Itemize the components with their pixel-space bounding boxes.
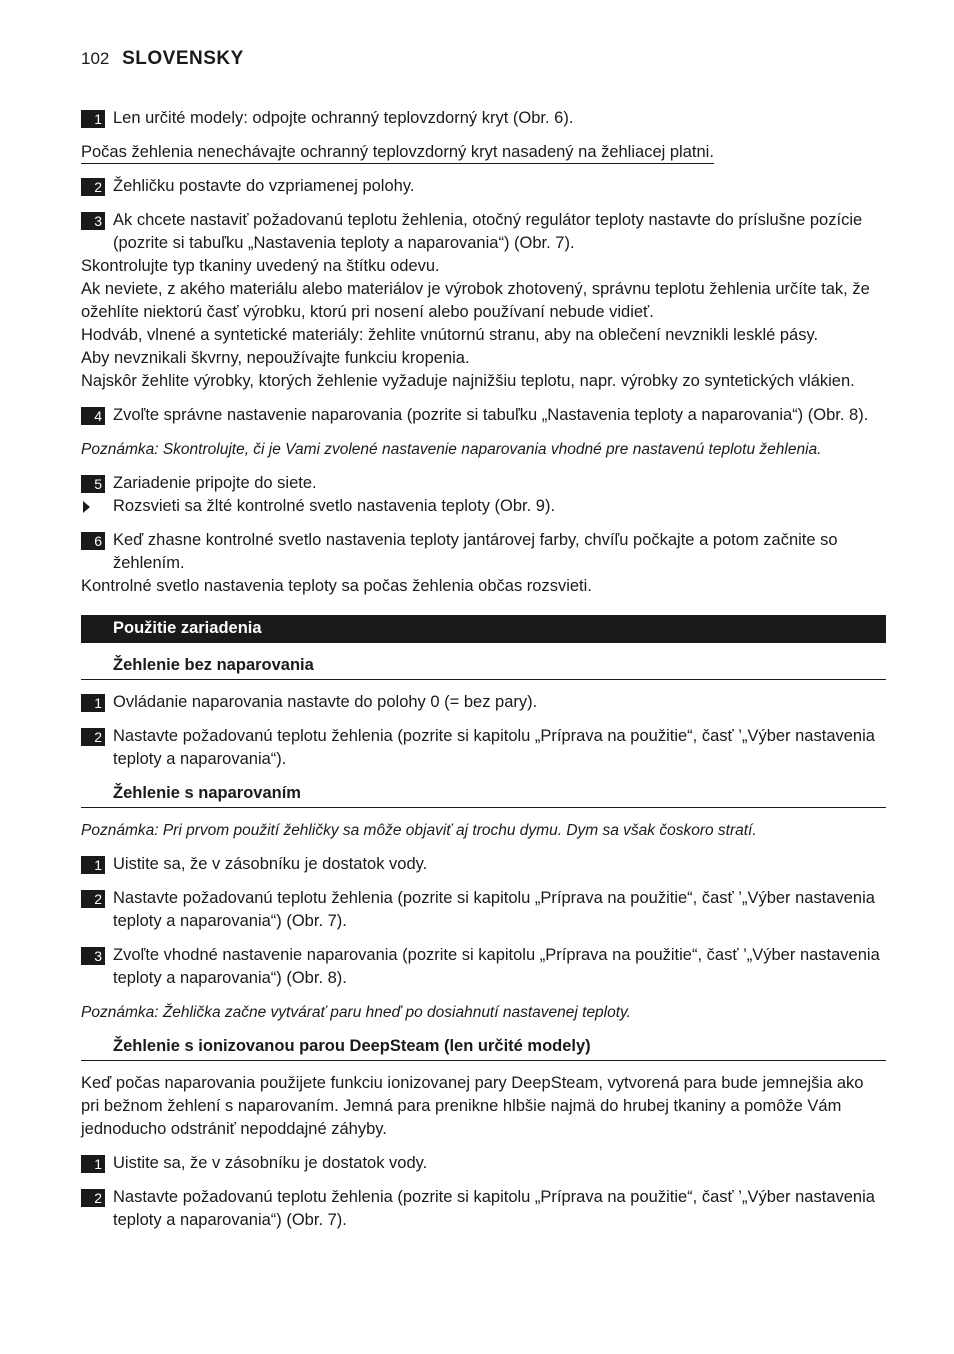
step-text: Nastavte požadovanú teplotu žehlenia (pozrite si kapitolu „Príprava na použitie“, časť ’„Výber nastavenia teploty a naparovania“). — [113, 727, 875, 768]
step — [81, 887, 886, 933]
step — [81, 209, 886, 255]
step-number: 2 — [81, 1189, 105, 1207]
step-text: Zariadenie pripojte do siete. — [113, 474, 317, 492]
step — [81, 691, 886, 714]
paragraph: Keď počas naparovania použijete funkciu ionizovanej pary DeepSteam, vytvorená para bude jemnejšia ako pri bežnom žehlení s naparovaním. Jemná para prenikne hlbšie najmä do hrubej tkaniny a pomôže Vám jednoducho odstrániť nepoddajné záhyby. — [81, 1074, 864, 1138]
step-text: Zvoľte správne nastavenie naparovania (pozrite si tabuľku „Nastavenia teploty a naparovania“) (Obr. 8). — [113, 406, 869, 424]
paragraph: Aby nevznikali škvrny, nepoužívajte funkciu kropenia. — [81, 349, 470, 367]
step-text: Ak chcete nastaviť požadovanú teplotu žehlenia, otočný regulátor teploty nastavte do príslušne pozície (pozrite si tabuľku „Nastavenia teploty a naparovania“) (Obr. 7). — [113, 211, 863, 252]
note: Poznámka: Pri prvom použití žehličky sa môže objaviť aj trochu dymu. Dym sa však čoskoro stratí. — [81, 822, 757, 839]
warning-text: Počas žehlenia nenechávajte ochranný teplovzdorný kryt nasadený na žehliacej platni. — [81, 142, 714, 164]
paragraph: Skontrolujte typ tkaniny uvedený na štítku odevu. — [81, 257, 440, 275]
step-text: Nastavte požadovanú teplotu žehlenia (pozrite si kapitolu „Príprava na použitie“, časť ’„Výber nastavenia teploty a naparovania“) (Obr. 7). — [113, 889, 875, 930]
warning — [81, 141, 886, 164]
step — [81, 1186, 886, 1232]
step-number: 1 — [81, 110, 105, 128]
step — [81, 472, 886, 495]
subsection-heading: Žehlenie bez naparovania — [81, 654, 886, 680]
step-number: 6 — [81, 532, 105, 550]
step — [81, 404, 886, 427]
step — [81, 944, 886, 990]
subsection-heading: Žehlenie s naparovaním — [81, 782, 886, 808]
bullet-arrow-icon — [83, 501, 90, 513]
step — [81, 529, 886, 575]
paragraph: Hodváb, vlnené a syntetické materiály: žehlite vnútornú stranu, aby na oblečení nevznikli lesklé pásy. — [81, 326, 819, 344]
result-bullet — [81, 495, 886, 518]
step-number: 3 — [81, 947, 105, 965]
step-text: Len určité modely: odpojte ochranný teplovzdorný kryt (Obr. 6). — [113, 109, 574, 127]
step-number: 1 — [81, 856, 105, 874]
step-number: 3 — [81, 212, 105, 230]
step — [81, 107, 886, 130]
step — [81, 725, 886, 771]
paragraph: Ak neviete, z akého materiálu alebo materiálov je výrobok zhotovený, správnu teplotu žehlenia určíte tak, že ožehlíte niektorú časť výrobku, ktorú pri nosení alebo používaní nebude vidieť. — [81, 280, 870, 321]
section-heading: Použitie zariadenia — [81, 615, 886, 643]
step-number: 4 — [81, 407, 105, 425]
step-text: Žehličku postavte do vzpriamenej polohy. — [113, 177, 415, 195]
step-text: Keď zhasne kontrolné svetlo nastavenia teploty jantárovej farby, chvíľu počkajte a potom začnite so žehlením. — [113, 531, 838, 572]
step-number: 1 — [81, 694, 105, 712]
step-text: Uistite sa, že v zásobníku je dostatok vody. — [113, 1154, 428, 1172]
page-header — [81, 48, 244, 70]
step-number: 2 — [81, 890, 105, 908]
language-heading: SLOVENSKY — [122, 48, 244, 69]
note: Poznámka: Žehlička začne vytvárať paru hneď po dosiahnutí nastavenej teploty. — [81, 1004, 631, 1021]
step-text: Nastavte požadovanú teplotu žehlenia (pozrite si kapitolu „Príprava na použitie“, časť ’„Výber nastavenia teploty a naparovania“) (Obr. 7). — [113, 1188, 875, 1229]
step-text: Ovládanie naparovania nastavte do polohy 0 (= bez pary). — [113, 693, 538, 711]
step-number: 5 — [81, 475, 105, 493]
step-number: 1 — [81, 1155, 105, 1173]
step-number: 2 — [81, 728, 105, 746]
step — [81, 853, 886, 876]
step-text: Zvoľte vhodné nastavenie naparovania (pozrite si kapitolu „Príprava na použitie“, časť ’„Výber nastavenia teploty a naparovania“) (Obr. 8). — [113, 946, 880, 987]
note: Poznámka: Skontrolujte, či je Vami zvolené nastavenie naparovania vhodné pre nastavenú teplotu žehlenia. — [81, 441, 822, 458]
subsection-heading: Žehlenie s ionizovanou parou DeepSteam (len určité modely) — [81, 1035, 886, 1061]
step — [81, 1152, 886, 1175]
step — [81, 175, 886, 198]
page-number: 102 — [81, 49, 110, 68]
paragraph: Kontrolné svetlo nastavenia teploty sa počas žehlenia občas rozsvieti. — [81, 577, 592, 595]
bullet-text: Rozsvieti sa žlté kontrolné svetlo nastavenia teploty (Obr. 9). — [113, 497, 556, 515]
step-text: Uistite sa, že v zásobníku je dostatok vody. — [113, 855, 428, 873]
step-number: 2 — [81, 178, 105, 196]
paragraph: Najskôr žehlite výrobky, ktorých žehlenie vyžaduje najnižšiu teplotu, napr. výrobky zo syntetických vlákien. — [81, 372, 855, 390]
page-content — [81, 107, 886, 1232]
